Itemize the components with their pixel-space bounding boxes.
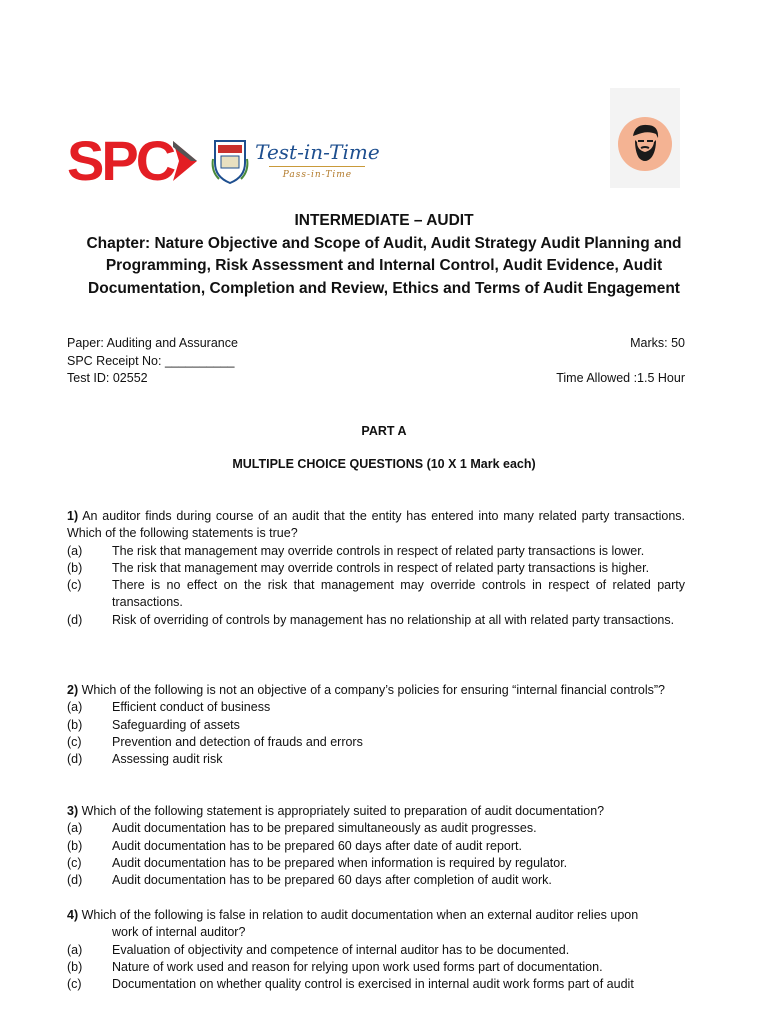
option-d [67, 612, 685, 629]
receipt-no: SPC Receipt No: __________ [67, 353, 235, 368]
option-text: Prevention and detection of frauds and errors [112, 734, 363, 749]
header-logos [67, 129, 380, 192]
time-allowed: Time Allowed :1.5 Hour [556, 371, 685, 385]
play-arrow-icon [171, 137, 201, 185]
question-4 [67, 907, 685, 993]
paper-meta [67, 335, 685, 388]
crest-icon [211, 137, 249, 185]
test-in-time-text: Test-in-Time [255, 140, 380, 164]
option-text: Nature of work used and reason for relying upon work used forms part of documentation. [112, 959, 603, 974]
option-text: Audit documentation has to be prepared 60 days after date of audit report. [112, 838, 522, 853]
option-d [67, 751, 685, 768]
option-text: Assessing audit risk [112, 752, 223, 767]
option-label: (c) [67, 578, 82, 593]
option-text: Efficient conduct of business [112, 700, 271, 715]
question-text-continued: work of internal auditor? [112, 925, 246, 940]
option-text: Safeguarding of assets [112, 717, 240, 732]
option-text: There is no effect on the risk that management may override controls in respect of related party transactions. [112, 578, 685, 610]
option-c [67, 855, 685, 872]
spc-logo-text: SPC [67, 129, 174, 192]
option-label: (a) [67, 700, 83, 715]
option-text: The risk that management may override controls in respect of related party transactions is higher. [112, 560, 650, 575]
question-number: 2) [67, 683, 79, 697]
question-2 [67, 682, 685, 768]
title-course: INTERMEDIATE – AUDIT [294, 212, 474, 229]
title-chapter: Chapter: Nature Objective and Scope of Audit, Audit Strategy Audit Planning and Programming, Risk Assessment and Internal Control, Audit Evidence, Audit Documentation, Completion and Review, Ethics and Terms of Audit Engagement [86, 234, 682, 297]
option-text: Audit documentation has to be prepared when information is required by regulator. [112, 855, 568, 870]
option-label: (c) [67, 855, 82, 870]
part-heading: PART A [361, 424, 407, 438]
option-a [67, 699, 685, 716]
question-text: An auditor finds during course of an audit that the entity has entered into many related party transactions. Which of the following statements is true? [67, 509, 685, 541]
option-c [67, 577, 685, 612]
question-number: 1) [67, 509, 79, 523]
option-label: (a) [67, 543, 83, 558]
option-label: (c) [67, 734, 82, 749]
option-label: (c) [67, 977, 82, 992]
option-label: (d) [67, 752, 83, 767]
document-title [60, 210, 708, 300]
test-id: Test ID: 02552 [67, 371, 148, 385]
bearded-man-icon [617, 116, 673, 172]
option-b [67, 959, 685, 976]
option-text: Documentation on whether quality control is exercised in internal audit work forms part of audit [112, 977, 634, 992]
option-label: (b) [67, 560, 83, 575]
option-label: (b) [67, 959, 83, 974]
option-b [67, 560, 685, 577]
option-text: The risk that management may override controls in respect of related party transactions is lower. [112, 543, 645, 558]
option-d [67, 872, 685, 889]
option-c [67, 976, 685, 993]
option-label: (d) [67, 612, 83, 627]
logo-tagline: Pass-in-Time [282, 170, 353, 180]
question-text: Which of the following is not an objective of a company’s policies for ensuring “internal financial controls”? [81, 683, 666, 697]
logo-divider [269, 166, 365, 167]
question-number: 3) [67, 804, 79, 818]
option-label: (d) [67, 873, 83, 888]
option-label: (b) [67, 838, 83, 853]
question-1 [67, 508, 685, 629]
option-a [67, 543, 685, 560]
option-label: (a) [67, 821, 83, 836]
paper-name: Paper: Auditing and Assurance [67, 336, 238, 350]
spc-logo [67, 129, 201, 192]
avatar [610, 88, 680, 188]
section-heading: MULTIPLE CHOICE QUESTIONS (10 X 1 Mark each) [232, 457, 536, 471]
test-in-time-logo [255, 142, 380, 180]
question-text: Which of the following is false in relation to audit documentation when an external auditor relies upon [81, 908, 639, 922]
option-text: Audit documentation has to be prepared simultaneously as audit progresses. [112, 821, 537, 836]
question-3 [67, 803, 685, 889]
option-a [67, 942, 685, 959]
question-number: 4) [67, 908, 79, 922]
option-label: (b) [67, 717, 83, 732]
option-text: Audit documentation has to be prepared 60 days after completion of audit work. [112, 873, 552, 888]
option-c [67, 734, 685, 751]
question-text: Which of the following statement is appropriately suited to preparation of audit documentation? [81, 804, 605, 818]
option-b [67, 717, 685, 734]
option-b [67, 838, 685, 855]
option-a [67, 820, 685, 837]
marks: Marks: 50 [630, 336, 685, 350]
option-text: Risk of overriding of controls by management has no relationship at all with related party transactions. [112, 612, 675, 627]
option-text: Evaluation of objectivity and competence of internal auditor has to be documented. [112, 942, 570, 957]
option-label: (a) [67, 942, 83, 957]
